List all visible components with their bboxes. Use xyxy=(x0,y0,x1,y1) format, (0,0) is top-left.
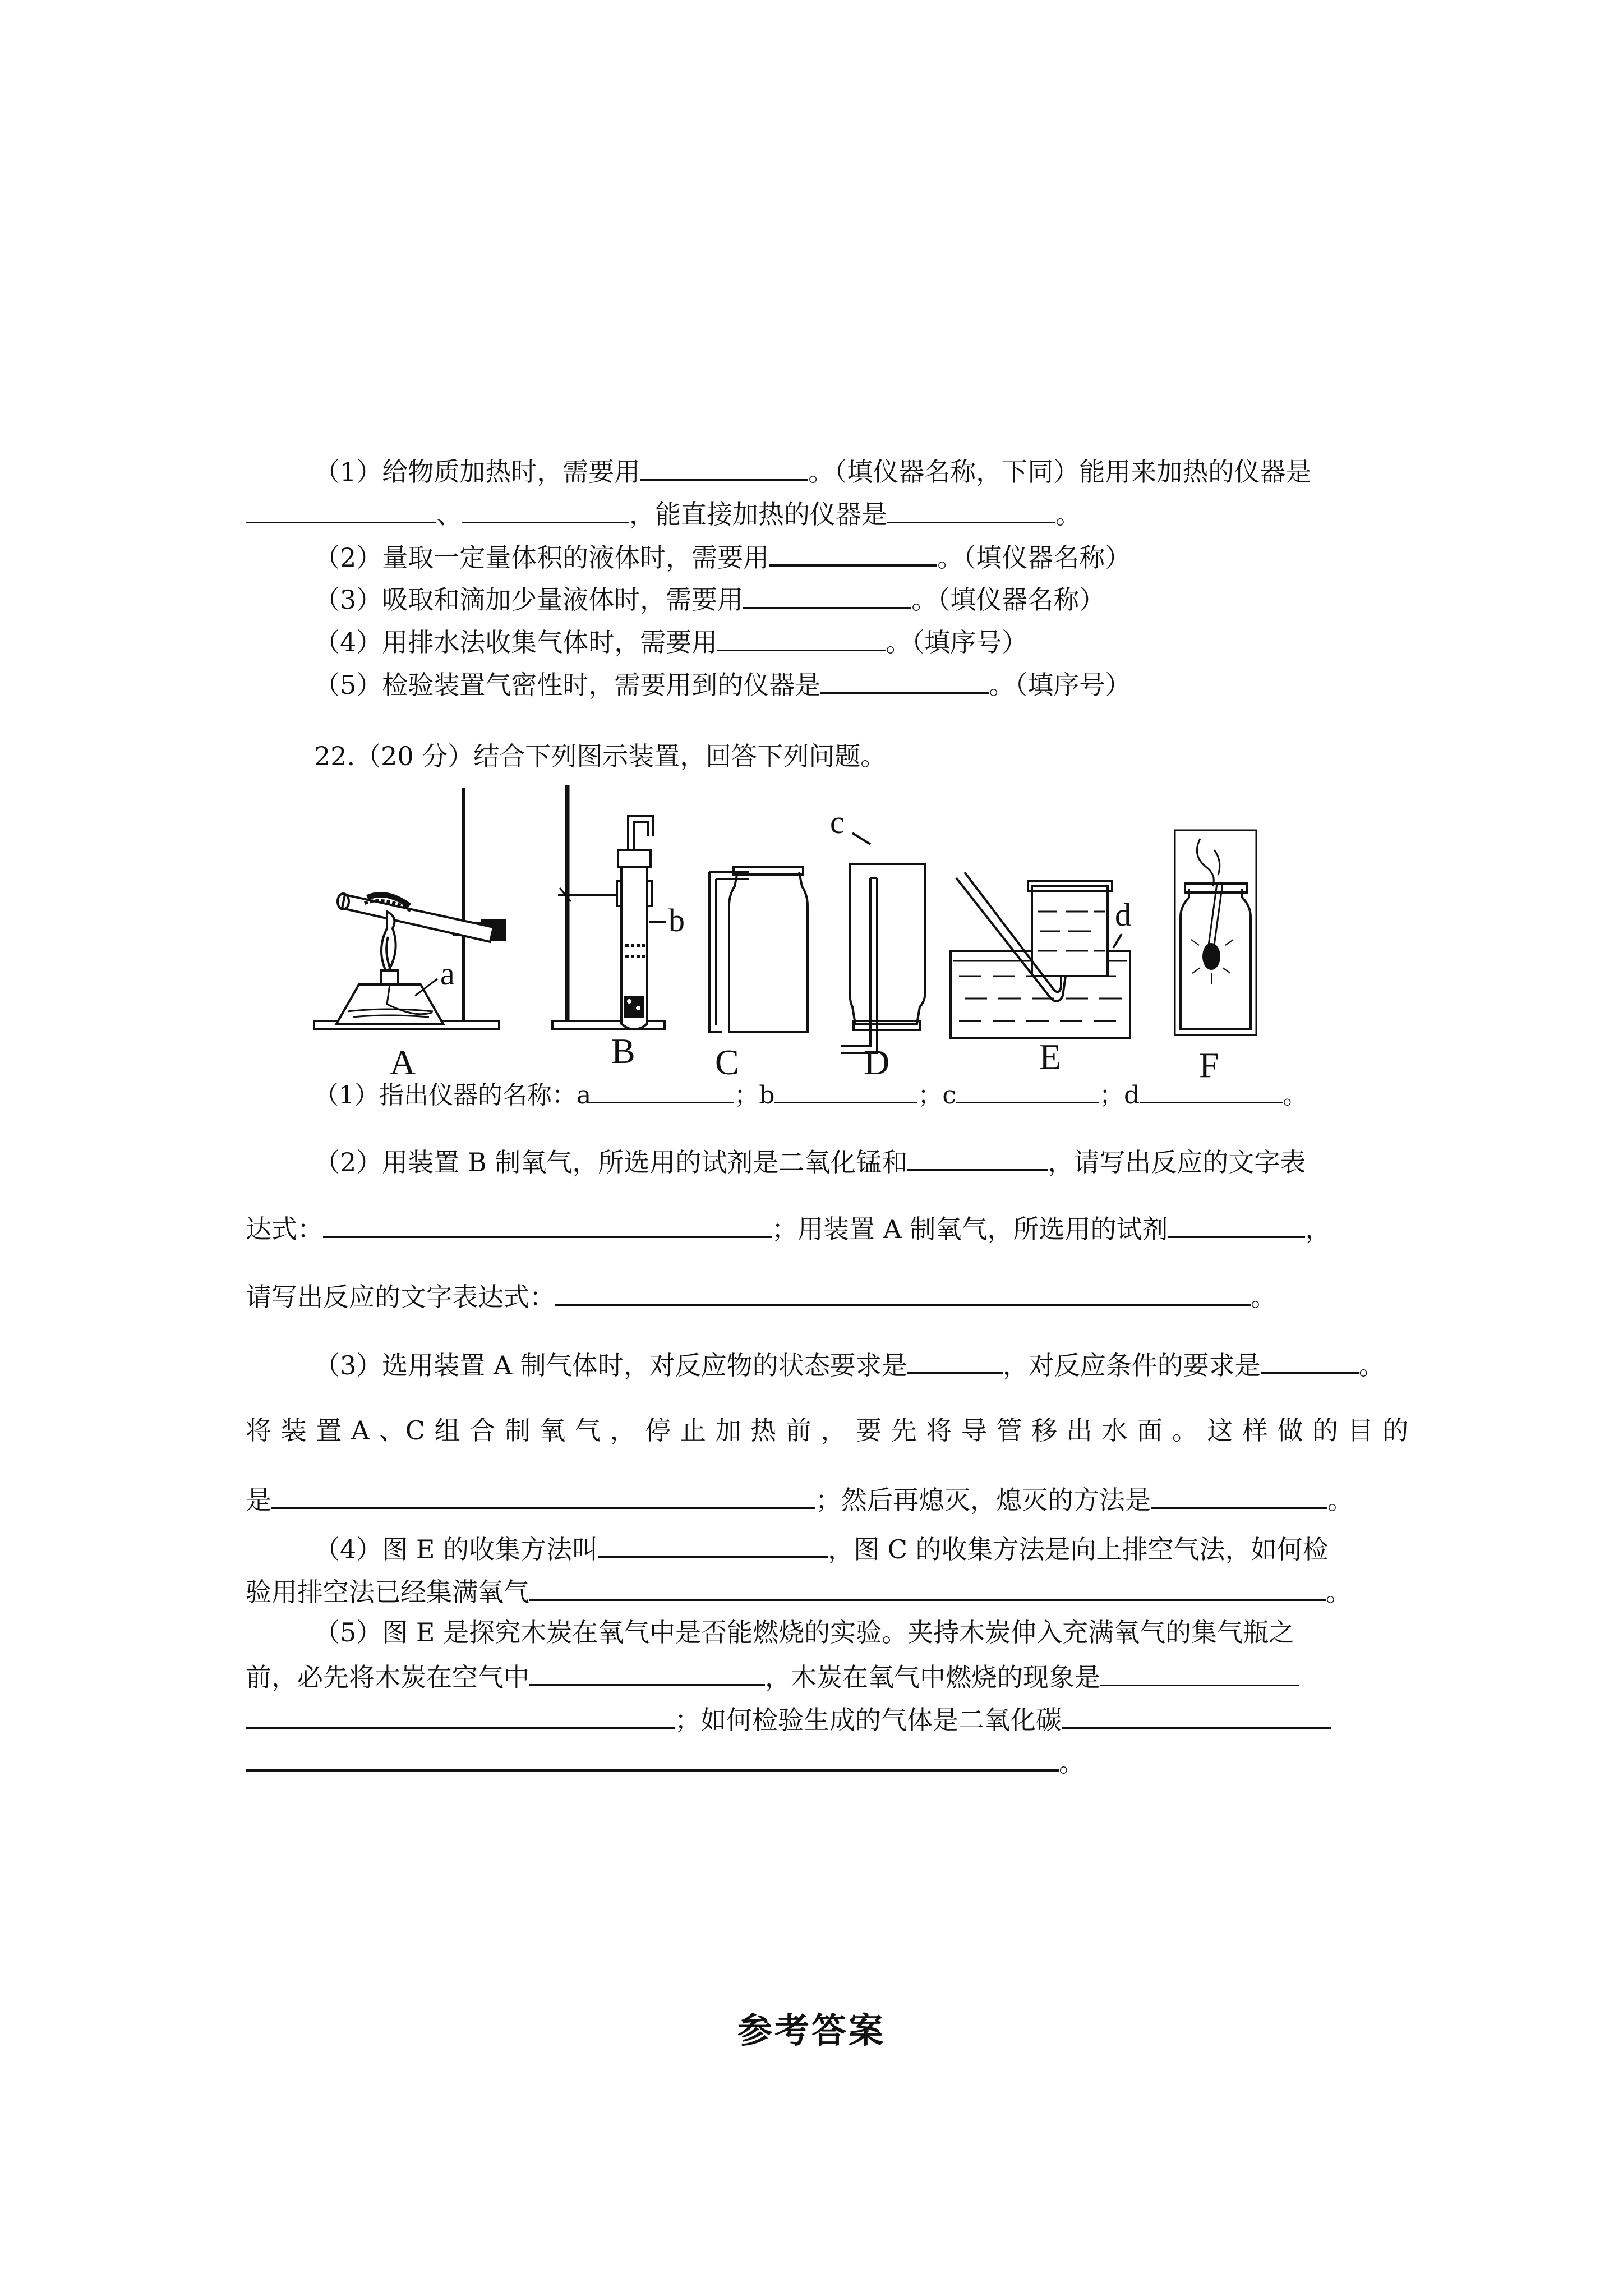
text: （3）选用装置 A 制气体时，对反应物的状态要求是 xyxy=(314,1350,907,1381)
answer-blank[interactable] xyxy=(246,496,436,523)
text: ；c xyxy=(917,1081,957,1110)
apparatus-e xyxy=(951,872,1130,1038)
apparatus-f xyxy=(1175,830,1256,1035)
answer-blank[interactable] xyxy=(907,1346,1003,1374)
text: ；然后再熄灭，熄灭的方法是 xyxy=(815,1485,1151,1515)
apparatus-d xyxy=(841,833,925,1053)
text: 。 xyxy=(1327,1485,1353,1515)
text: ，对反应条件的要求是 xyxy=(1002,1350,1261,1381)
answer-section-title: 参考答案 xyxy=(737,2010,886,2051)
text: ，请写出反应的文字表 xyxy=(1048,1147,1306,1177)
text: 22.（20 分）结合下列图示装置，回答下列问题。 xyxy=(314,741,887,771)
answer-blank[interactable] xyxy=(598,1530,828,1558)
answer-blank[interactable] xyxy=(717,624,886,651)
text: ，图 C 的收集方法是向上排空气法，如何检 xyxy=(828,1534,1329,1565)
text: 将 装 置 A 、C 组 合 制 氧 气 ， 停 止 加 热 前 ， 要 先 将 导 管 移 出 水 面 。 这 样 做 的 目 的 xyxy=(246,1415,1409,1446)
q21-part1-line2 xyxy=(246,496,1081,531)
q22-part2-line2 xyxy=(246,1211,1331,1246)
label-c: c xyxy=(830,804,845,840)
label-a: a xyxy=(440,955,455,992)
q22-part5-line3 xyxy=(246,1701,1331,1737)
q22-part5-line1 xyxy=(314,1616,1294,1649)
q22-part5-line2 xyxy=(246,1658,1299,1694)
text: 请写出反应的文字表达式： xyxy=(246,1282,555,1312)
text: 。（填仪器名称） xyxy=(911,585,1105,615)
text: 。 xyxy=(1055,499,1081,530)
answer-blank[interactable] xyxy=(907,1143,1048,1171)
answer-blank[interactable] xyxy=(1151,1481,1327,1509)
answer-blank[interactable] xyxy=(246,1743,1059,1772)
text: 。 xyxy=(1059,1747,1085,1778)
text: 。（填序号） xyxy=(886,627,1028,657)
text: （3）吸取和滴加少量液体时，需要用 xyxy=(314,585,744,615)
answer-blank[interactable] xyxy=(246,1701,675,1729)
text: （2）量取一定量体积的液体时，需要用 xyxy=(314,542,769,573)
answer-blank[interactable] xyxy=(769,539,937,567)
answer-blank[interactable] xyxy=(1100,1659,1299,1686)
apparatus-a xyxy=(314,788,505,1029)
text: 验用排空法已经集满氧气 xyxy=(246,1577,529,1607)
label-C: C xyxy=(715,1042,739,1082)
q22-part5-line4 xyxy=(246,1743,1085,1779)
q22-part1 xyxy=(314,1076,1307,1112)
text: 。（填仪器名称） xyxy=(937,542,1131,573)
q21-part3 xyxy=(314,581,1105,616)
label-d: d xyxy=(1115,896,1131,933)
text: 、 xyxy=(436,499,462,530)
answer-blank[interactable] xyxy=(1140,1076,1283,1103)
text: （1）指出仪器的名称：a xyxy=(314,1081,592,1110)
text: ；用装置 A 制氧气，所选用的试剂 xyxy=(772,1214,1168,1244)
answer-blank[interactable] xyxy=(1261,1346,1359,1374)
q22-part3-line1 xyxy=(314,1346,1385,1382)
q22-heading xyxy=(314,739,886,773)
text: ；b xyxy=(734,1081,775,1110)
q22-part3-line3 xyxy=(246,1481,1353,1517)
text: （4）用排水法收集气体时，需要用 xyxy=(314,627,718,657)
text: 。 xyxy=(1283,1081,1308,1110)
text: （4）图 E 的收集方法叫 xyxy=(314,1534,598,1565)
answer-blank[interactable] xyxy=(774,1076,917,1103)
answer-blank[interactable] xyxy=(555,1278,1251,1306)
label-A: A xyxy=(390,1042,416,1082)
q22-part4-line2 xyxy=(246,1573,1352,1609)
answer-blank[interactable] xyxy=(1168,1211,1305,1238)
text: ；如何检验生成的气体是二氧化碳 xyxy=(675,1705,1062,1735)
text: （2）用装置 B 制氧气，所选用的试剂是二氧化锰和 xyxy=(314,1147,908,1177)
apparatus-figure xyxy=(303,783,1267,1085)
answer-blank[interactable] xyxy=(323,1211,772,1238)
text: ；d xyxy=(1099,1081,1140,1110)
apparatus-b xyxy=(552,785,666,1029)
q21-part5 xyxy=(314,666,1131,702)
text: 。 xyxy=(1326,1577,1352,1607)
answer-blank[interactable] xyxy=(640,453,808,481)
text: （5）图 E 是探究木炭在氧气中是否能燃烧的实验。夹持木炭伸入充满氧气的集气瓶之 xyxy=(314,1617,1295,1648)
label-D: D xyxy=(864,1042,890,1082)
q21-part1-line1 xyxy=(314,453,1311,489)
answer-blank[interactable] xyxy=(820,666,989,694)
text: 前，必先将木炭在空气中 xyxy=(246,1662,529,1692)
text: 。（填序号） xyxy=(989,670,1131,700)
answer-blank[interactable] xyxy=(271,1481,815,1509)
answer-blank[interactable] xyxy=(529,1658,765,1686)
q22-part2-line3 xyxy=(246,1278,1276,1314)
q21-part4 xyxy=(314,624,1027,659)
text: 。 xyxy=(1251,1282,1276,1312)
answer-blank[interactable] xyxy=(887,496,1055,523)
label-F: F xyxy=(1199,1045,1219,1085)
text: 。 xyxy=(1358,1350,1385,1381)
text: 达式： xyxy=(246,1214,323,1244)
text: 。（填仪器名称，下同）能用来加热的仪器是 xyxy=(808,457,1312,487)
text: （1）给物质加热时，需要用 xyxy=(314,457,640,487)
label-B: B xyxy=(611,1031,635,1071)
answer-blank[interactable] xyxy=(591,1076,734,1103)
q22-part2-line1 xyxy=(314,1143,1306,1179)
text: ， xyxy=(1305,1214,1331,1244)
answer-blank[interactable] xyxy=(529,1573,1326,1601)
text: 是 xyxy=(246,1485,271,1515)
label-E: E xyxy=(1039,1037,1062,1076)
text: （5）检验装置气密性时，需要用到的仪器是 xyxy=(314,670,821,700)
answer-blank[interactable] xyxy=(462,496,629,523)
label-b: b xyxy=(668,902,685,938)
answer-blank[interactable] xyxy=(1062,1701,1331,1729)
answer-blank[interactable] xyxy=(956,1076,1099,1103)
apparatus-c xyxy=(709,867,808,1032)
q22-part3-line2 xyxy=(246,1414,1409,1447)
text: ，能直接加热的仪器是 xyxy=(629,499,887,530)
answer-blank[interactable] xyxy=(743,581,911,609)
q22-part4-line1 xyxy=(314,1530,1329,1566)
q21-part2 xyxy=(314,539,1131,574)
text: ，木炭在氧气中燃烧的现象是 xyxy=(765,1662,1100,1692)
